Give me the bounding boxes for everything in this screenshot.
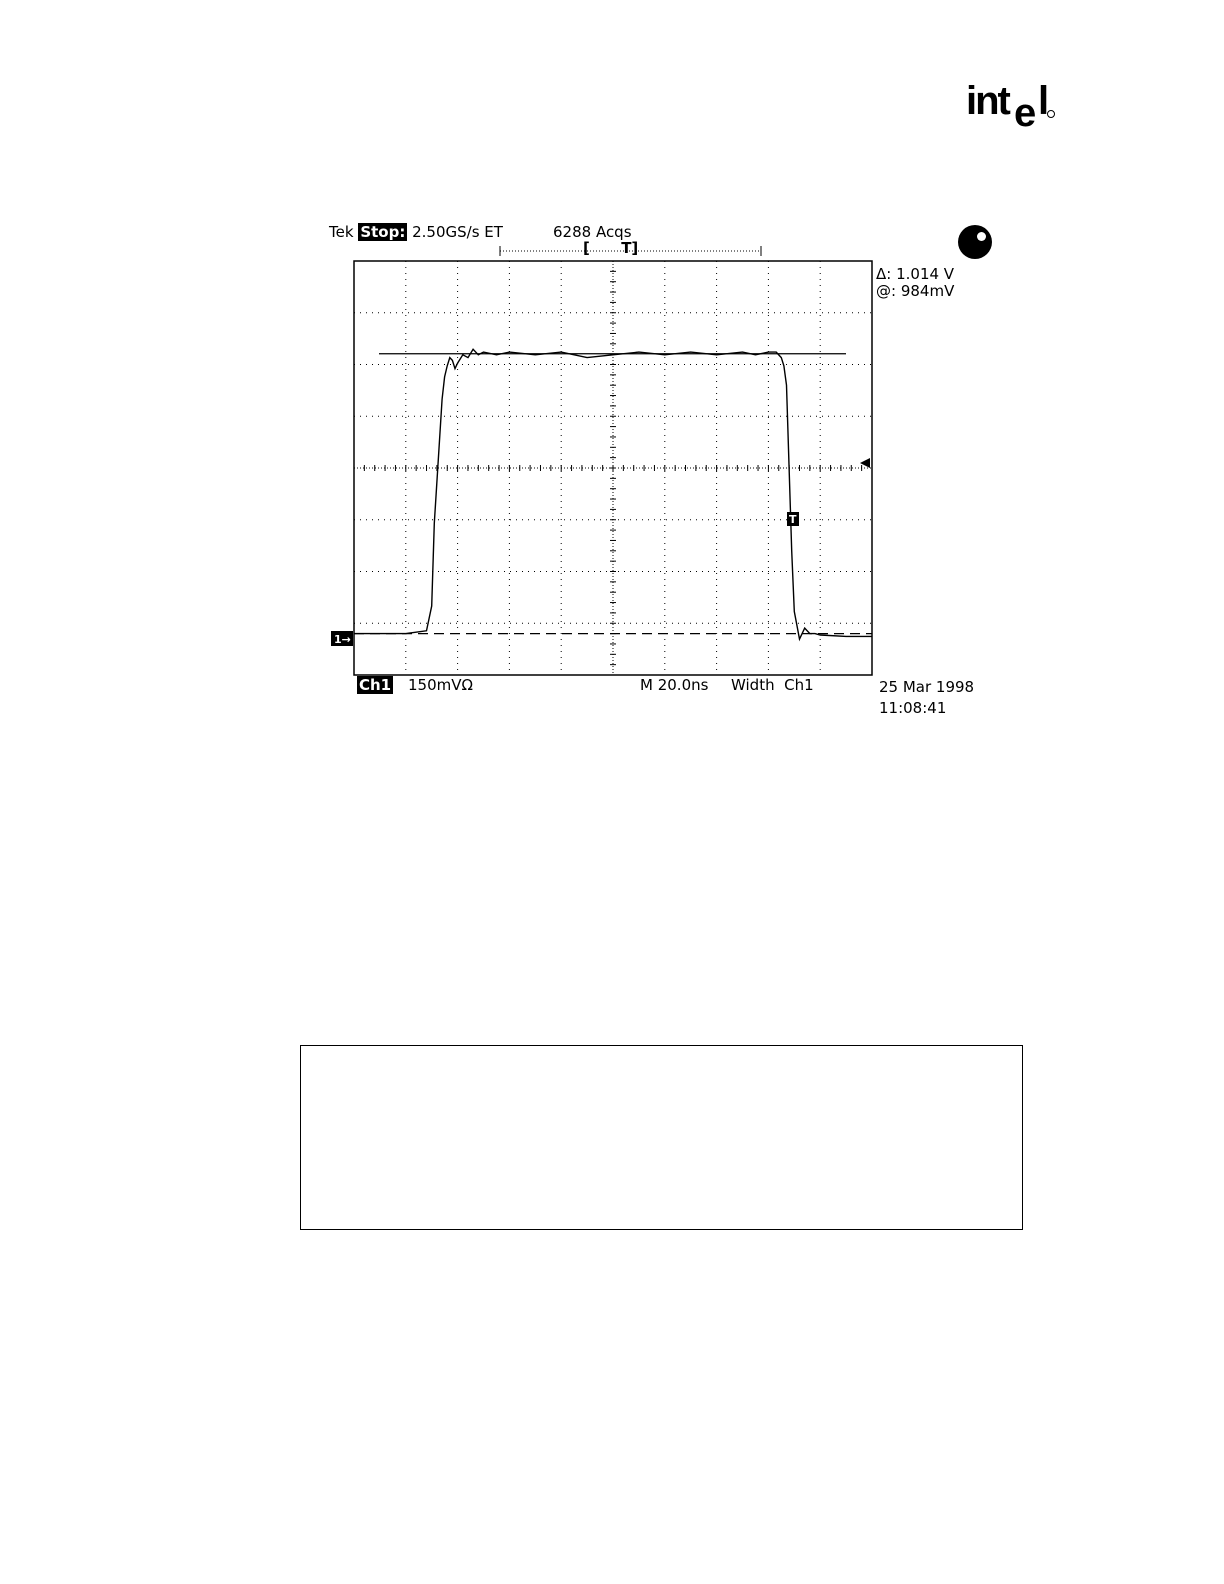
svg-text:l: l — [1038, 79, 1050, 123]
delta-readout: Δ: 1.014 V — [876, 265, 955, 283]
oscilloscope-display — [0, 0, 1224, 760]
ground-marker: 1→ — [334, 633, 351, 646]
measurement-label: Width Ch1 — [731, 676, 814, 694]
note-box — [300, 1045, 1023, 1230]
trigger-window: [ T] — [583, 239, 639, 257]
sample-rate: 2.50GS/s ET — [412, 223, 503, 241]
scope-state: Stop: — [360, 223, 406, 241]
trigger-point-marker: T — [789, 513, 797, 526]
waveform-trace — [354, 349, 872, 639]
vertical-scale: 150mVΩ — [408, 676, 473, 694]
channel-badge: Ch1 — [359, 676, 392, 694]
svg-text:e: e — [1014, 91, 1037, 132]
at-readout: @: 984mV — [876, 282, 955, 300]
acquisitions: 6288 Acqs — [553, 223, 632, 241]
svg-text:int: int — [966, 79, 1009, 123]
capture-time: 11:08:41 — [879, 699, 947, 717]
scope-brand: Tek — [329, 223, 354, 241]
timebase: M 20.0ns — [640, 676, 709, 694]
capture-date: 25 Mar 1998 — [879, 678, 975, 696]
